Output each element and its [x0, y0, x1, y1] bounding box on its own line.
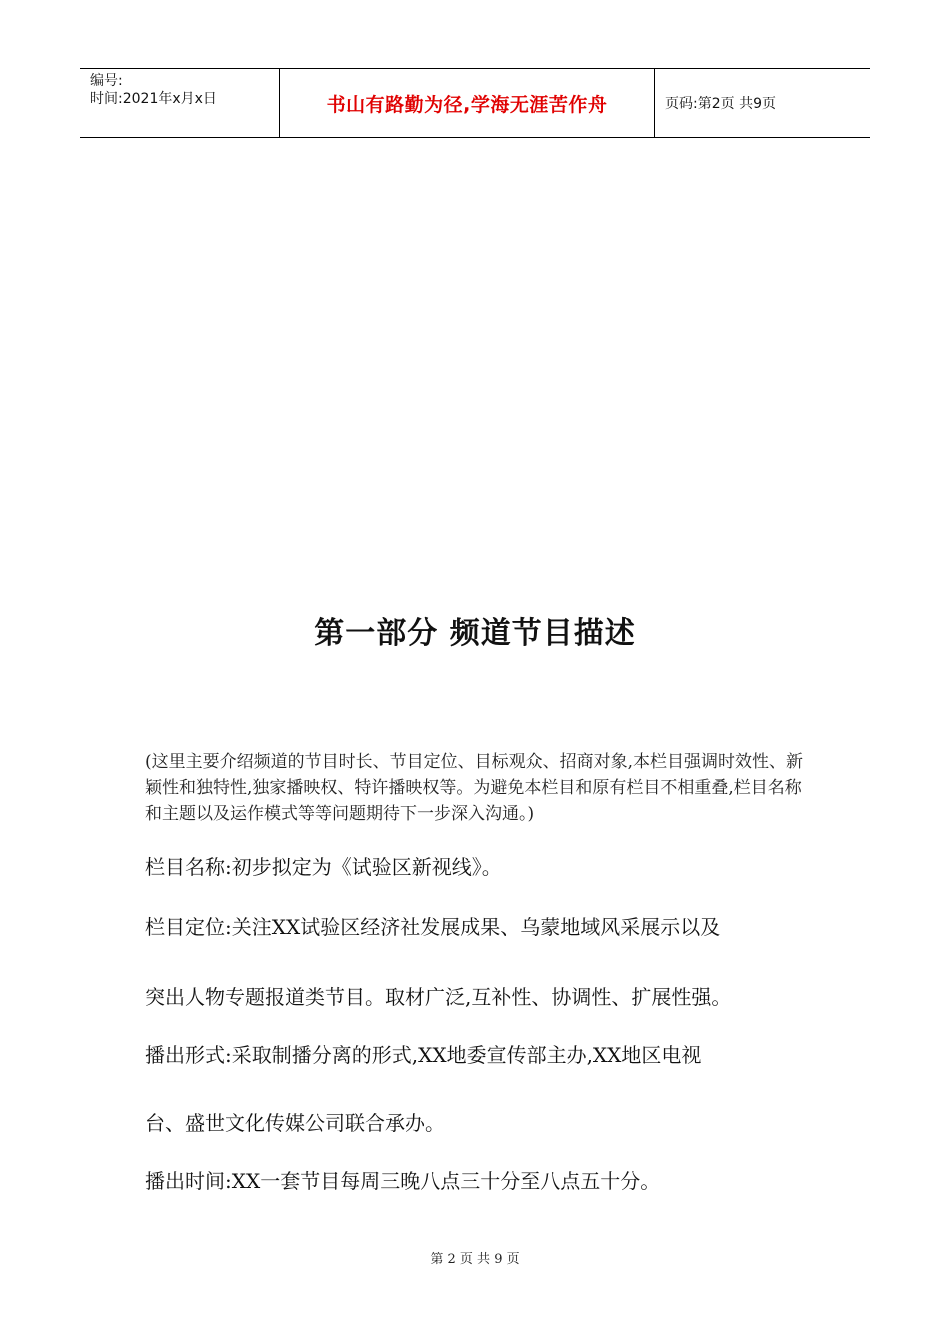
intro-paragraph: (这里主要介绍频道的节目时长、节目定位、目标观众、招商对象,本栏目强调时效性、新颖性和独特性,独家播映权、特许播映权等。为避免本栏目和原有栏目不相重叠,栏目名称和主题以及运作模式等等问题期待下一步深入沟通。)	[145, 752, 804, 824]
line-column-position: 栏目定位:关注XX试验区经济社发展成果、乌蒙地域风采展示以及	[145, 915, 721, 939]
part-title: 第一部分 频道节目描述	[314, 616, 636, 651]
header-page-info: 页码:第2页 共9页	[665, 96, 776, 112]
date-line: 时间:2021年x月x日	[90, 91, 217, 107]
line-column-name: 栏目名称:初步拟定为《试验区新视线》。	[145, 855, 502, 879]
header-meta	[80, 69, 280, 137]
line-broadcast-time: 播出时间:XX一套节目每周三晚八点三十分至八点五十分。	[145, 1169, 661, 1193]
page-header	[80, 68, 870, 138]
line-column-position-cont: 突出人物专题报道类节目。取材广泛,互补性、协调性、扩展性强。	[145, 985, 732, 1009]
number-label: 编号:	[90, 73, 123, 89]
page-footer: 第 2 页 共 9 页	[430, 1252, 520, 1267]
line-broadcast-form: 播出形式:采取制播分离的形式,XX地委宣传部主办,XX地区电视	[145, 1043, 702, 1067]
line-broadcast-form-cont: 台、盛世文化传媒公司联合承办。	[145, 1111, 445, 1135]
header-motto: 书山有路勤为径,学海无涯苦作舟	[280, 69, 655, 137]
